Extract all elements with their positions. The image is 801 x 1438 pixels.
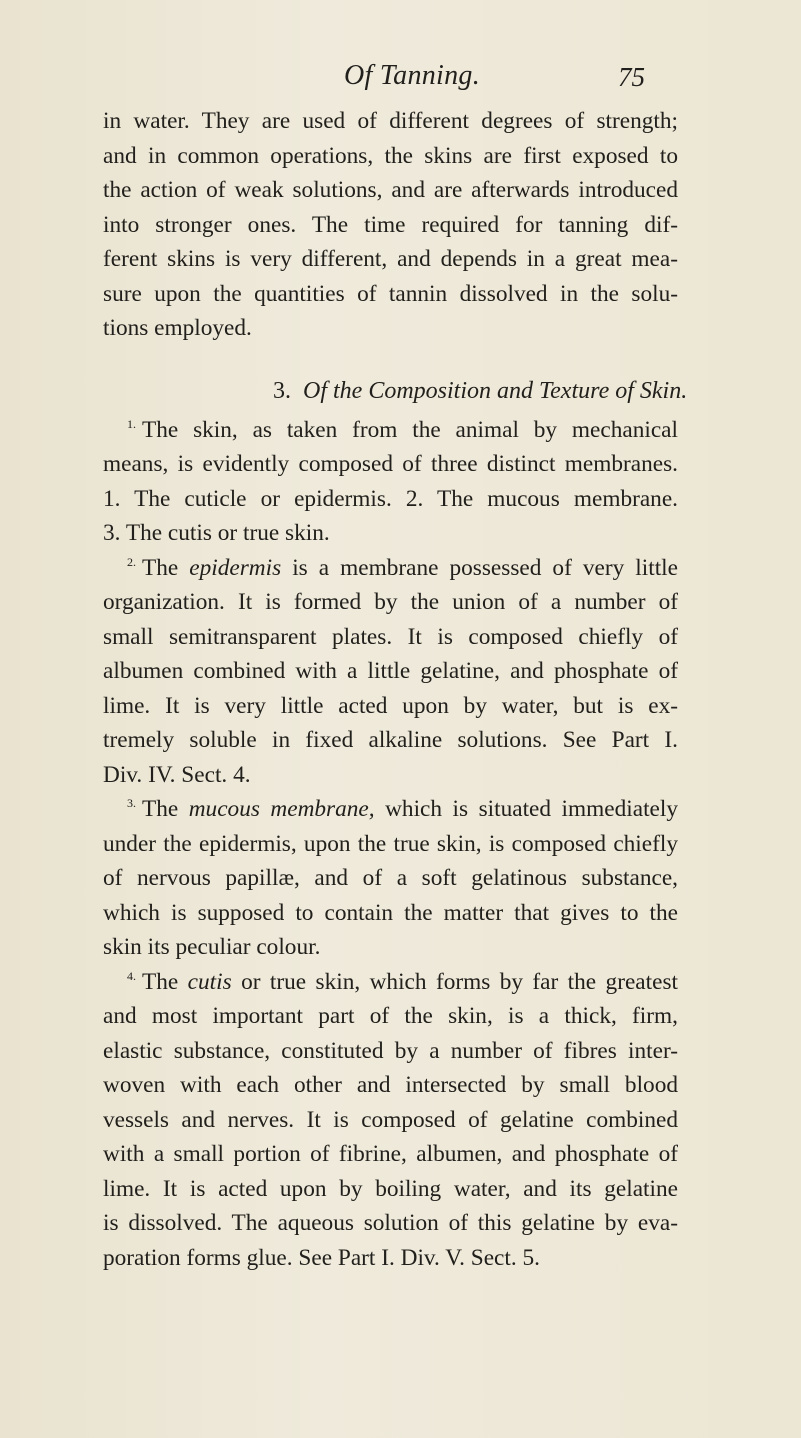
text-line: in water. They are used of different degrees of strength; <box>103 108 678 134</box>
text-line: with a small portion of fibrine, albumen, and phosphate of <box>103 1141 678 1167</box>
text-line: $^{1.}$ The skin, as taken from the animal by mechanical <box>127 416 678 443</box>
paragraph-continuation <box>103 104 678 346</box>
text-line: vessels and nerves. It is composed of gelatine combined <box>103 1106 678 1133</box>
text-line: $^{2.}$ The epidermis is a membrane possessed of very little <box>127 554 678 581</box>
text-line: sure upon the quantities of tannin dissolved in the solu- <box>103 280 678 307</box>
text-line: 3. The cutis or true skin. <box>103 520 330 546</box>
text-line: elastic substance, constituted by a number of fibres inter- <box>103 1037 678 1064</box>
text-line: albumen combined with a little gelatine, and phosphate of <box>103 658 678 684</box>
paragraph-marker: 1. <box>127 416 136 431</box>
text-line: Div. IV. Sect. 4. <box>103 761 251 788</box>
term-cutis: cutis <box>187 968 232 995</box>
term-epidermis: epidermis <box>189 554 282 581</box>
paragraph-marker: 2. <box>127 554 136 569</box>
paragraph-marker: 4. <box>127 968 136 983</box>
text-line: lime. It is acted upon by boiling water, and its gelatine <box>103 1175 678 1202</box>
section-heading <box>103 373 688 409</box>
text-line: which is supposed to contain the matter that gives to the <box>103 899 678 926</box>
paragraph-4 <box>103 965 678 1276</box>
paragraph-1 <box>103 413 678 551</box>
text-line: means, is evidently composed of three distinct membranes. <box>103 451 678 477</box>
text-line: and most important part of the skin, is a thick, firm, <box>103 1003 678 1029</box>
paragraph-3 <box>103 792 678 965</box>
text-line: 1. The cuticle or epidermis. 2. The mucous membrane. <box>103 485 678 512</box>
text-line: lime. It is very little acted upon by water, but is ex- <box>103 692 678 719</box>
running-title: Of Tanning. <box>343 60 481 91</box>
text-line: organization. It is formed by the union of a number of <box>103 589 678 615</box>
text-line: under the epidermis, upon the true skin, is composed chiefly <box>103 830 678 857</box>
body-text <box>103 104 688 1275</box>
text-line: of nervous papillæ, and of a soft gelatinous substance, <box>103 865 678 891</box>
text-line: woven with each other and intersected by small blood <box>103 1072 678 1098</box>
page-header <box>0 58 801 98</box>
text-line: tions employed. <box>103 315 252 341</box>
text-line: $^{4.}$ The cutis or true skin, which forms by far the greatest <box>127 968 679 995</box>
text-line: $^{3.}$ The mucous membrane, which is situated immediately <box>127 796 679 822</box>
text-line: skin its peculiar colour. <box>103 934 321 960</box>
text-line: tremely soluble in fixed alkaline solutions. See Part I. <box>103 727 678 753</box>
term-mucous-membrane: mucous membrane, <box>188 796 375 822</box>
text-line: ferent skins is very different, and depends in a great mea- <box>103 246 678 272</box>
paragraph-2 <box>103 551 678 793</box>
text-line: poration forms glue. See Part I. Div. V. Sect. 5. <box>103 1244 540 1271</box>
text-line: the action of weak solutions, and are afterwards introduced <box>103 177 678 203</box>
section-title: Of the Composition and Texture of Skin. <box>303 377 688 404</box>
text-line: and in common operations, the skins are first exposed to <box>103 142 678 169</box>
page-number: 75 <box>618 62 645 92</box>
text-line: small semitransparent plates. It is composed chiefly of <box>103 623 678 650</box>
paragraph-marker: 3. <box>127 796 136 810</box>
text-line: is dissolved. The aqueous solution of this gelatine by eva- <box>103 1210 678 1236</box>
section-number: 3. <box>273 377 291 404</box>
text-line: into stronger ones. The time required for tanning dif- <box>103 211 678 238</box>
